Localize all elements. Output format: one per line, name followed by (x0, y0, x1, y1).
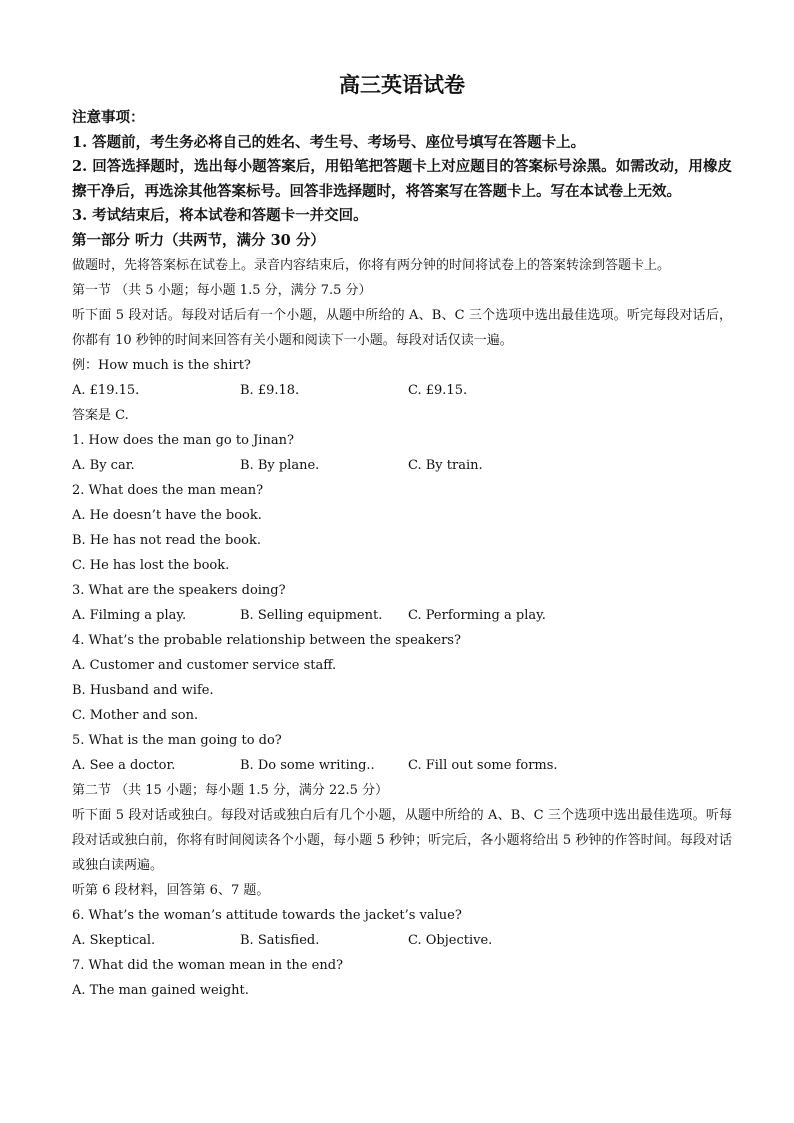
question-1-options (72, 453, 732, 478)
section2-heading: 第二节 （共 15 小题；每小题 1.5 分，满分 22.5 分） (72, 783, 389, 798)
notice-item-2: 2. 回答选择题时，选出每小题答案后，用铅笔把答题卡上对应题目的答案标号涂黑。如需改动，用橡皮擦干净后，再选涂其他答案标号。回答非选择题时，将答案写在答题卡上。写在本试卷上无效。 (72, 158, 732, 200)
part1-instruction: 做题时，先将答案标在试卷上。录音内容结束后，你将有两分钟的时间将试卷上的答案转涂到答题卡上。 (72, 258, 671, 273)
option-a: A. The man gained weight. (72, 983, 249, 998)
question-1: 1. How does the man go to Jinan? (72, 433, 294, 448)
section2-instruction: 听下面 5 段对话或独白。每段对话或独白后有几个小题，从题中所给的 A、B、C 三个选项中选出最佳选项。听每段对话或独白前，你将有时间阅读各个小题，每小题 5 秒钟；听完后，各小题将给出 5 秒钟的作答时间。每段对话或独白读两遍。 (72, 808, 732, 873)
exam-page (72, 70, 732, 1003)
option-c: C. Performing a play. (408, 608, 546, 623)
option-b: B. Selling equipment. (240, 608, 383, 623)
option-b: B. He has not read the book. (72, 533, 261, 548)
part1-heading: 第一部分 听力（共两节，满分 30 分） (72, 231, 325, 249)
option-a: A. He doesn’t have the book. (72, 508, 262, 523)
option-c: C. Fill out some forms. (408, 758, 558, 773)
option-b: B. By plane. (240, 458, 320, 473)
option-b: B. Do some writing.. (240, 758, 375, 773)
section1-instruction: 听下面 5 段对话。每段对话后有一个小题，从题中所给的 A、B、C 三个选项中选出最佳选项。听完每段对话后，你都有 10 秒钟的时间来回答有关小题和阅读下一小题。每段对话仅读一遍。 (72, 308, 732, 348)
question-3-options (72, 603, 732, 628)
option-a: A. Skeptical. (72, 933, 156, 948)
section1-heading: 第一节 （共 5 小题；每小题 1.5 分，满分 7.5 分） (72, 283, 372, 298)
material-6-note: 听第 6 段材料，回答第 6、7 题。 (72, 883, 270, 898)
option-a: A. By car. (72, 458, 135, 473)
notice-heading: 注意事项： (72, 109, 145, 126)
example-answer: 答案是 C. (72, 408, 129, 423)
option-a: A. See a doctor. (72, 758, 176, 773)
option-c: C. Mother and son. (72, 708, 199, 723)
question-6-options (72, 928, 732, 953)
option-c: C. Objective. (408, 933, 493, 948)
question-5: 5. What is the man going to do? (72, 733, 282, 748)
option-a: A. Filming a play. (72, 608, 187, 623)
question-7: 7. What did the woman mean in the end? (72, 958, 343, 973)
option-a: A. £19.15. (72, 383, 140, 398)
example-question: 例：How much is the shirt? (72, 358, 251, 373)
notice-item-1: 1. 答题前，考生务必将自己的姓名、考生号、考场号、座位号填写在答题卡上。 (72, 133, 586, 151)
question-5-options (72, 753, 732, 778)
notice-item-3: 3. 考试结束后，将本试卷和答题卡一并交回。 (72, 207, 368, 224)
question-2: 2. What does the man mean? (72, 483, 264, 498)
option-b: B. £9.18. (240, 383, 300, 398)
option-a: A. Customer and customer service staff. (72, 658, 337, 673)
option-c: C. By train. (408, 458, 483, 473)
question-6: 6. What’s the woman’s attitude towards the jacket’s value? (72, 908, 462, 923)
option-b: B. Husband and wife. (72, 683, 214, 698)
question-3: 3. What are the speakers doing? (72, 583, 286, 598)
page-title: 高三英语试卷 (339, 72, 465, 97)
question-4: 4. What’s the probable relationship between the speakers? (72, 633, 461, 648)
option-c: C. £9.15. (408, 383, 468, 398)
option-c: C. He has lost the book. (72, 558, 230, 573)
example-options (72, 378, 732, 403)
option-b: B. Satisfied. (240, 933, 320, 948)
